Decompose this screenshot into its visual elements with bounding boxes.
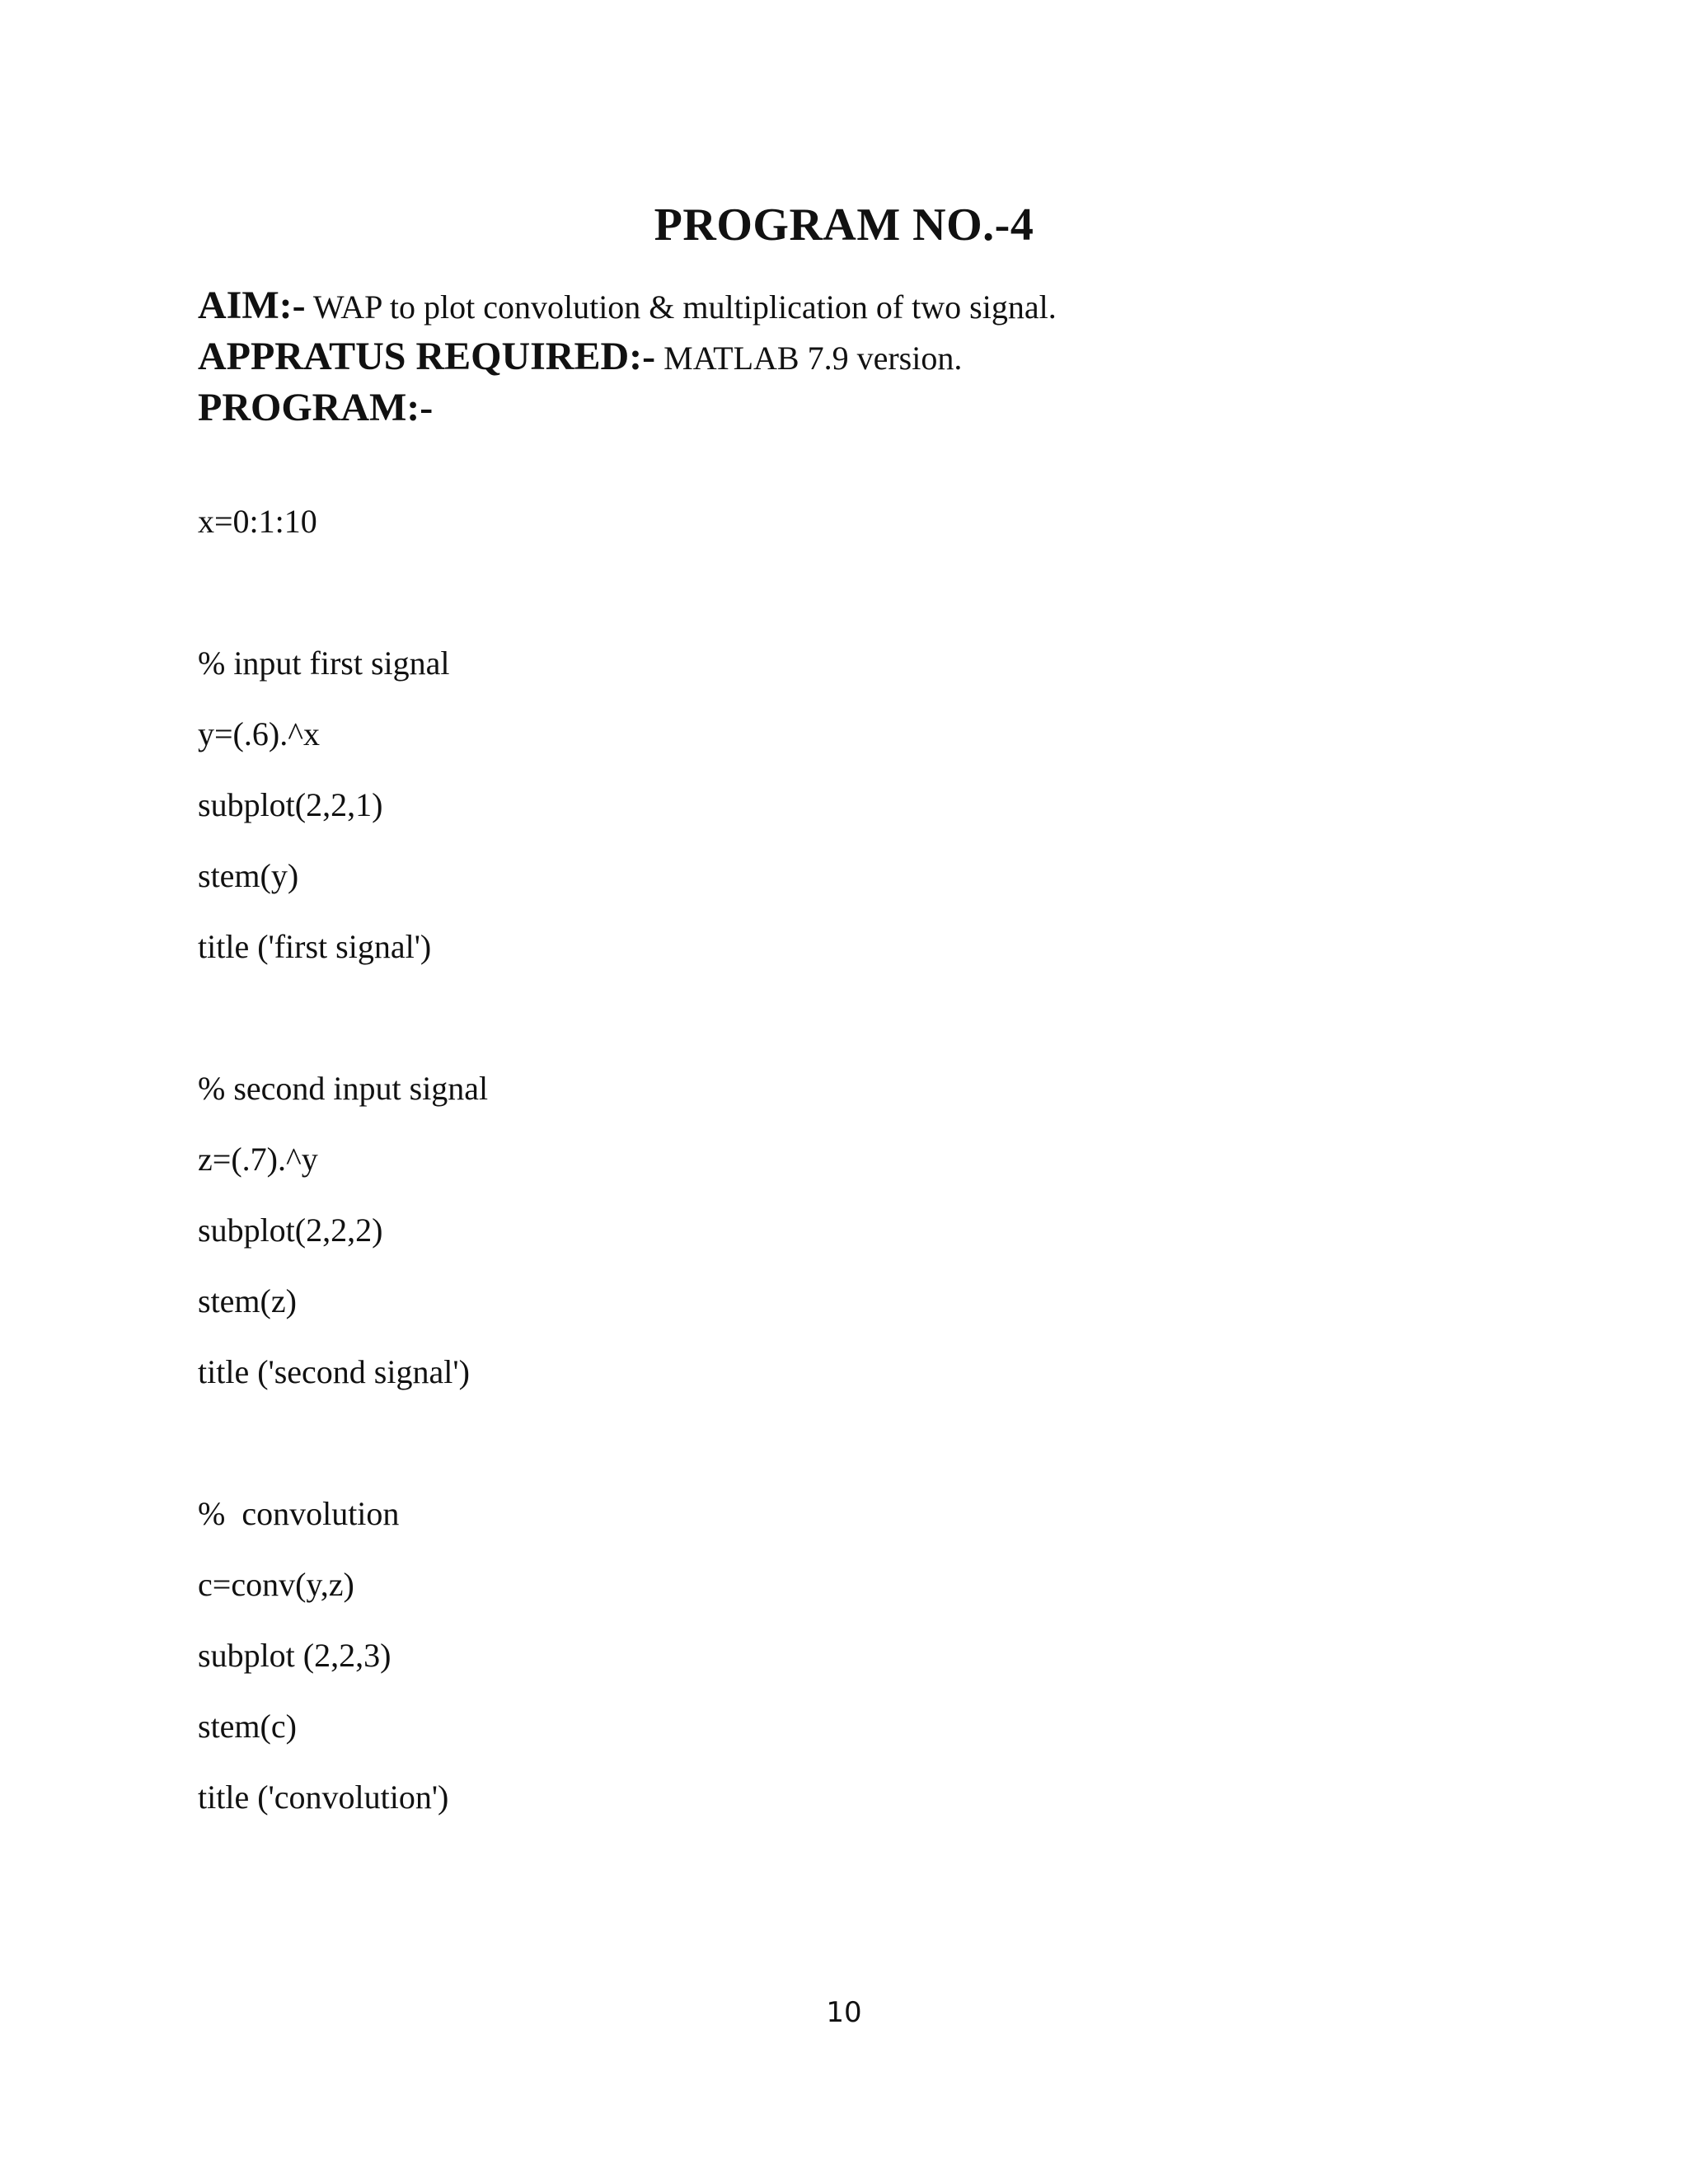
page-number: 10 (826, 1996, 862, 2029)
code-comment: % convolution (198, 1495, 400, 1532)
code-line: x=0:1:10 (198, 503, 317, 540)
program-label: PROGRAM:- (198, 386, 434, 429)
code-line: y=(.6).^x (198, 715, 320, 752)
page-title: PROGRAM NO.-4 (654, 199, 1034, 251)
aim-line (198, 280, 1599, 331)
code-line: stem(z) (198, 1282, 297, 1319)
code-line: stem(c) (198, 1708, 297, 1745)
apparatus-line (198, 331, 1599, 382)
code-line: z=(.7).^y (198, 1141, 318, 1178)
program-line (198, 382, 1599, 434)
code-line: c=conv(y,z) (198, 1566, 354, 1603)
code-line: stem(y) (198, 857, 299, 894)
header-block (198, 280, 1599, 434)
code-line: subplot(2,2,2) (198, 1212, 383, 1249)
code-line: subplot(2,2,1) (198, 786, 383, 823)
code-comment: % second input signal (198, 1070, 489, 1107)
code-line: title ('first signal') (198, 928, 432, 965)
code-line: title ('second signal') (198, 1353, 470, 1390)
apparatus-text: MATLAB 7.9 version. (655, 340, 963, 377)
code-comment: % input first signal (198, 644, 450, 682)
code-line: subplot (2,2,3) (198, 1637, 392, 1674)
aim-text: WAP to plot convolution & multiplication of two signal. (305, 288, 1057, 326)
apparatus-label: APPRATUS REQUIRED:- (198, 335, 656, 378)
aim-label: AIM:- (198, 284, 306, 327)
code-line: title ('convolution') (198, 1779, 449, 1816)
